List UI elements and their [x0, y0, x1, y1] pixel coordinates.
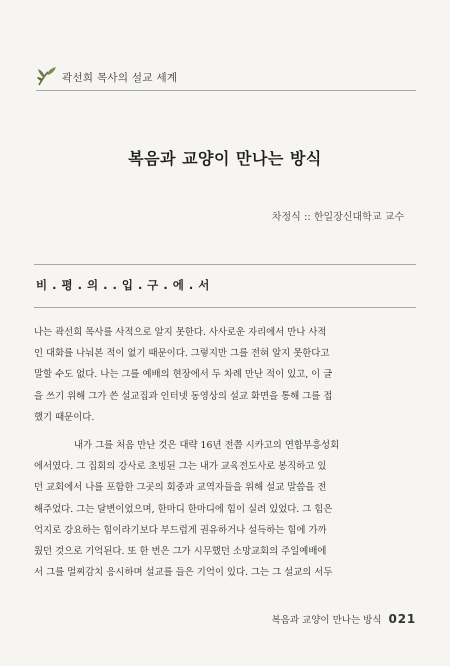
- header-divider: [36, 90, 416, 91]
- section-top-rule: [34, 264, 416, 265]
- section-heading-bar: [34, 264, 416, 308]
- text-line: 해주었다. 그는 달변이었으며, 한마디 한마디에 힘이 실려 있었다. 그 힘은: [34, 503, 333, 515]
- author-byline: 차정식 :: 한일장신대학교 교수: [271, 212, 404, 223]
- running-header: [36, 54, 416, 88]
- page-footer: [272, 612, 417, 626]
- text-line: 인 대화를 나눠본 적이 없기 때문이다. 그렇지만 그를 전혀 알지 못한다고: [34, 348, 330, 360]
- text-line: 했기 때문이다.: [34, 411, 95, 423]
- section-bottom-rule: [34, 307, 416, 308]
- text-line: 나는 곽선희 목사를 사적으로 알지 못한다. 사사로운 자리에서 만나 사적: [34, 327, 327, 338]
- page-number: 021: [388, 612, 416, 626]
- paragraph: [34, 322, 416, 428]
- paragraph: [34, 435, 416, 583]
- text-line: 말할 수도 없다. 나는 그를 예배의 현장에서 두 차례 만난 적이 있고, 이 글: [34, 369, 333, 381]
- text-line: 던 교회에서 나를 포함한 그곳의 회중과 교역자들을 위해 설교 말씀을 전: [34, 482, 327, 494]
- text-line: 을 쓰기 위해 그가 쓴 설교집과 인터넷 동영상의 설교 화면을 통해 그를 접: [34, 390, 333, 402]
- sprout-icon: [36, 66, 60, 86]
- running-header-title: 곽선희 목사의 설교 세계: [62, 72, 178, 84]
- text-line: 서 그를 멀찌감치 응시하며 설교를 들은 기억이 있다. 그는 그 설교의 서두: [34, 567, 333, 579]
- text-line: 억지로 강요하는 힘이라기보다 부드럽게 권유하거나 설득하는 힘에 가까: [34, 524, 327, 536]
- body-text: [34, 322, 416, 583]
- text-line: 웠던 것으로 기억된다. 또 한 번은 그가 시무했던 소망교회의 주일예배에: [34, 545, 327, 557]
- section-heading: 비 . 평 . 의 . . 입 . 구 . 에 . 서: [36, 278, 210, 292]
- text-line: 내가 그를 처음 만난 것은 대략 16년 전쯤 시카고의 연합부흥성회: [74, 439, 340, 451]
- text-line: 에서였다. 그 집회의 강사로 초빙된 그는 내가 교육전도사로 봉직하고 있: [34, 461, 327, 473]
- footer-running-title: 복음과 교양이 만나는 방식: [271, 615, 382, 626]
- page-title: 복음과 교양이 만나는 방식: [128, 149, 322, 168]
